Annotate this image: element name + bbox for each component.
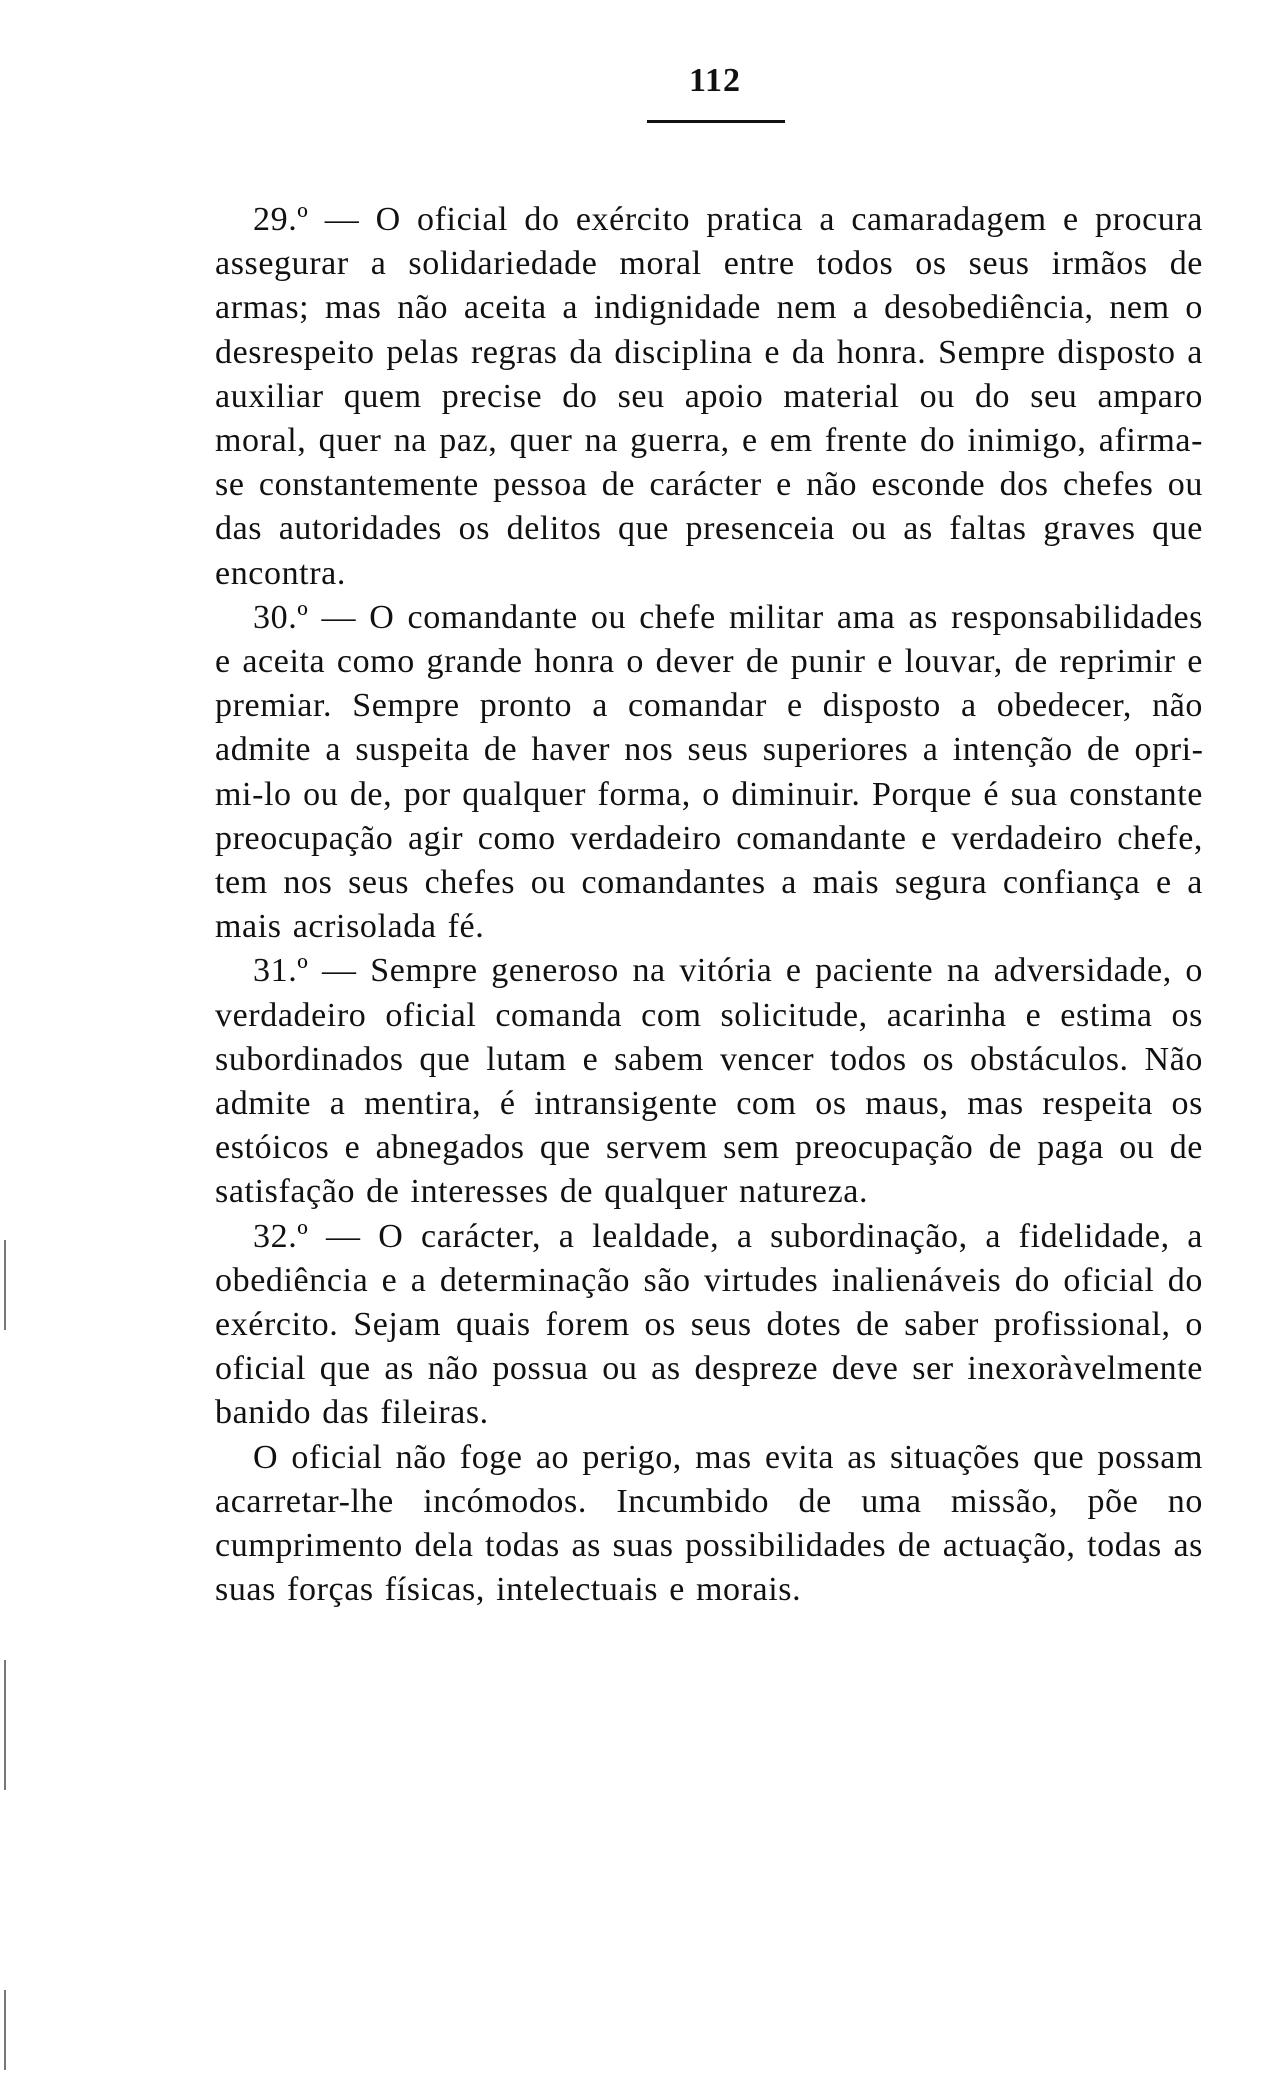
scan-edge-mark	[4, 1990, 6, 2070]
page-number: 112	[688, 62, 742, 99]
body-text	[215, 198, 1203, 1613]
paragraph-closing: O oficial não foge ao perigo, mas evita as situações que possam acarretar-lhe incómodos. Incumbido de uma missão, põe no cumprimento dela todas as suas possibilidades de actuação, todas as suas forças físicas, intelectuais e morais.	[215, 1438, 1203, 1609]
scan-edge-mark	[4, 1660, 6, 1790]
page-number-rule	[647, 120, 785, 123]
paragraph-article-31: 31.º — Sempre generoso na vitória e paciente na adversidade, o verdadeiro oficial comanda com solicitude, acarinha e estima os subordinados que lutam e sabem vencer todos os obstáculos. Não admite a mentira, é intransigente com os maus, mas respeita os estóicos e abnegados que servem sem preocupação de paga ou de satisfação de interesses de qualquer natureza.	[215, 952, 1203, 1211]
paragraph-article-29: 29.º — O oficial do exército pratica a camaradagem e procura assegurar a solidariedade moral entre todos os seus irmãos de armas; mas não aceita a indignidade nem a desobediência, nem o desrespeito pelas regras da disciplina e da honra. Sempre disposto a auxiliar quem precise do seu apoio material ou do seu amparo moral, quer na paz, quer na guerra, e em frente do inimigo, afirma-se constantemente pessoa de carácter e não esconde dos chefes ou das autoridades os delitos que presenceia ou as faltas graves que encontra.	[215, 201, 1203, 592]
paragraph-article-30: 30.º — O comandante ou chefe militar ama as responsabilidades e aceita como grande honra o dever de punir e louvar, de reprimir e premiar. Sempre pronto a comandar e disposto a obedecer, não admite a suspeita de haver nos seus superiores a intenção de oprimi-lo ou de, por qualquer forma, o diminuir. Porque é sua constante preocupação agir como verdadeiro comandante e verdadeiro chefe, tem nos seus chefes ou comandantes a mais segura confiança e a mais acrisolada fé.	[215, 598, 1203, 946]
scan-edge-mark	[4, 1240, 6, 1330]
paragraph-article-32: 32.º — O carácter, a lealdade, a subordinação, a fidelidade, a obediência e a determinação são virtudes inalienáveis do oficial do exército. Sejam quais forem os seus dotes de saber profissional, o oficial que as não possua ou as despreze deve ser inexoràvelmente banido das fileiras.	[215, 1217, 1203, 1432]
